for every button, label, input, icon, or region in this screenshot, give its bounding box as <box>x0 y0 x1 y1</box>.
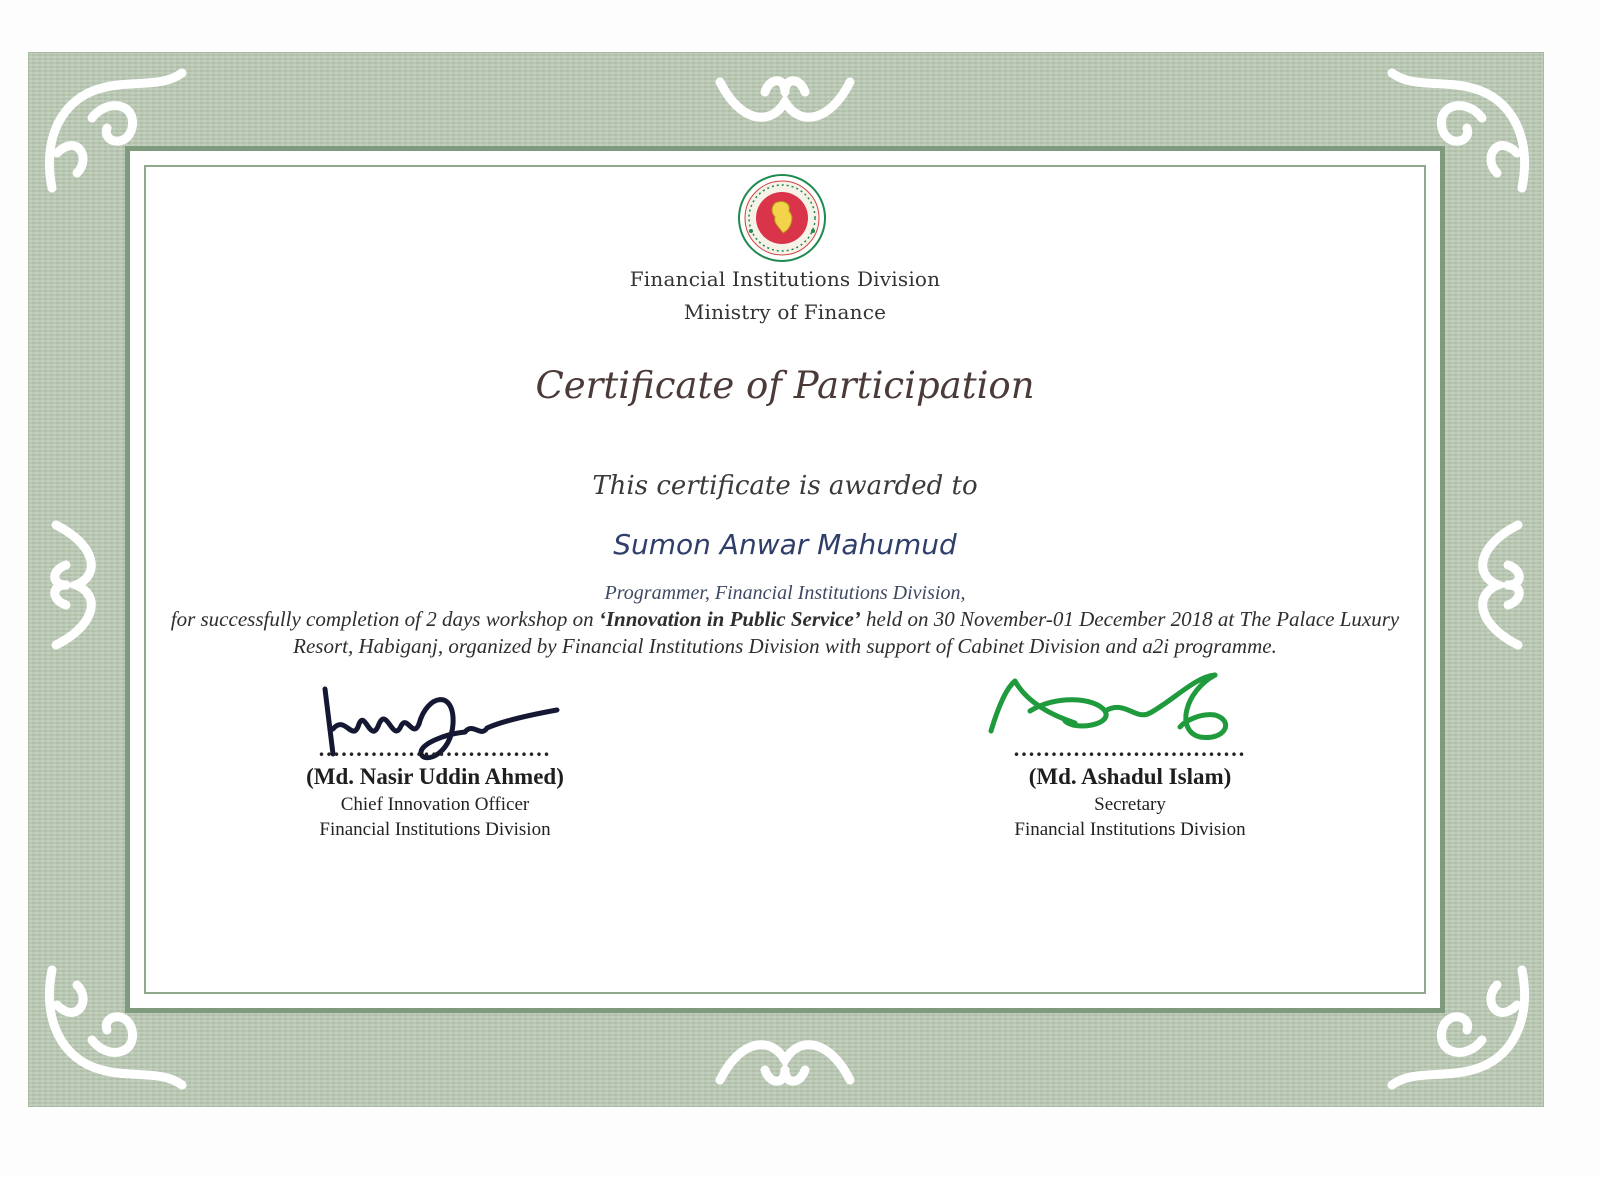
bottom-center-ornament <box>710 1020 860 1100</box>
signatory-name: (Md. Ashadul Islam) <box>1028 764 1232 789</box>
workshop-title: ‘Innovation in Public Service’ <box>598 607 861 631</box>
certificate-title: Certificate of Participation <box>535 364 1035 407</box>
recipient-name: Sumon Anwar Mahumud <box>613 528 957 561</box>
signatory-role: Secretary <box>1094 794 1166 815</box>
left-center-ornament <box>36 515 116 655</box>
recipient-designation: Programmer, Financial Institutions Division, <box>604 582 966 604</box>
signature-line: ............................... <box>318 736 552 761</box>
signatory-department: Financial Institutions Division <box>319 819 551 840</box>
issuer-ministry: Ministry of Finance <box>683 300 887 324</box>
certificate-body <box>145 606 1425 660</box>
top-center-ornament <box>710 62 860 142</box>
signature-line: ............................... <box>1013 736 1247 761</box>
signatory-department: Financial Institutions Division <box>1014 819 1246 840</box>
body-suffix: held on 30 November-01 December 2018 at The Palace Luxury Resort, Habiganj, organized by Financial Institutions Division with support of Cabinet Division and a2i programme. <box>293 607 1400 658</box>
issuer-division: Financial Institutions Division <box>629 267 941 291</box>
government-seal-icon <box>737 173 827 263</box>
certificate-content <box>125 146 1445 1013</box>
body-prefix: for successfully completion of 2 days workshop on <box>170 607 599 631</box>
right-center-ornament <box>1458 515 1538 655</box>
signature-right-icon <box>985 671 1245 746</box>
awarded-to-label: This certificate is awarded to <box>592 471 978 501</box>
signatory-role: Chief Innovation Officer <box>340 794 530 815</box>
signatory-name: (Md. Nasir Uddin Ahmed) <box>306 764 564 789</box>
